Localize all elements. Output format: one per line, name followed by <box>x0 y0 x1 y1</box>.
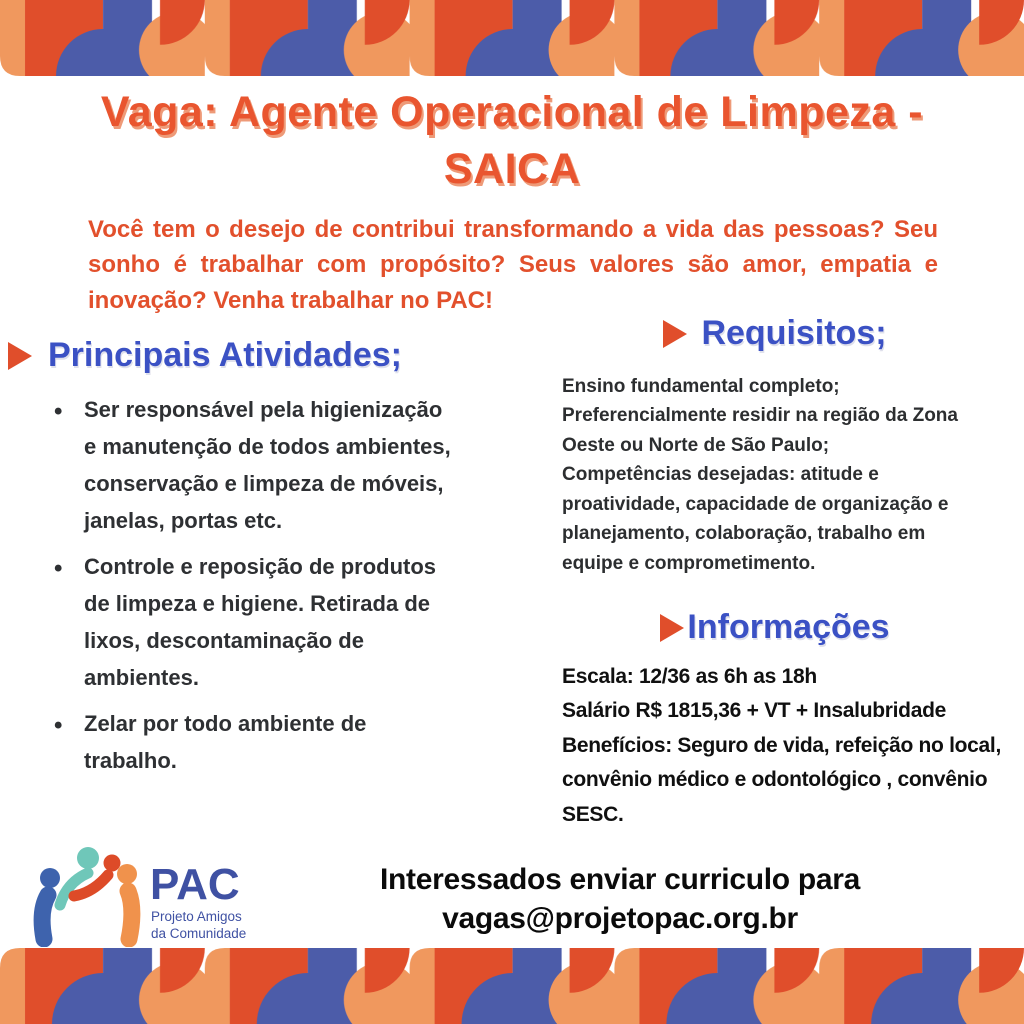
requirements-line: Ensino fundamental completo; <box>562 376 840 397</box>
list-item: • Ser responsável pela higienização e manutenção de todos ambientes, conservação e limpeza de móveis, janelas, portas etc. <box>52 392 452 540</box>
intro-paragraph: Você tem o desejo de contribui transformando a vida das pessoas? Seu sonho é trabalhar com propósito? Seus valores são amor, empatia e inovação? Venha trabalhar no PAC! <box>88 216 938 314</box>
section-heading-activities <box>8 336 402 375</box>
logo-figures <box>40 847 137 939</box>
logo-figure-orange-head <box>117 864 137 884</box>
contact-line-1: Interessados enviar curriculo para <box>379 863 860 896</box>
decorative-border-bottom <box>0 948 1024 1024</box>
triangle-bullet-icon <box>8 342 32 370</box>
information-body <box>562 660 1002 832</box>
list-item: • Zelar por todo ambiente de trabalho. <box>52 706 452 780</box>
logo-figure-blue-body <box>42 895 48 939</box>
list-item: • Controle e reposição de produtos de limpeza e higiene. Retirada de lixos, descontaminação de ambientes. <box>52 549 452 697</box>
activities-heading-label: Principais Atividades; <box>48 336 402 374</box>
page-title <box>20 84 1004 198</box>
section-heading-requirements <box>540 314 1010 353</box>
requirements-body <box>562 372 990 578</box>
logo-figure-blue-head <box>40 868 60 888</box>
information-line: Benefícios: Seguro de vida, refeição no local, convênio médico e odontológico , convênio SESC. <box>562 733 1001 826</box>
title-line-2: SAICA <box>443 144 581 193</box>
information-line: Escala: 12/36 as 6h as 18h <box>562 665 817 688</box>
requirements-line: Competências desejadas: atitude e proatividade, capacidade de organização e planejamento, colaboração, trabalho em equipe e comprometimento. <box>562 464 949 574</box>
requirements-line: Preferencialmente residir na região da Zona Oeste ou Norte de São Paulo; <box>562 405 958 456</box>
logo-subtitle-line-1: Projeto Amigos <box>151 909 242 924</box>
contact-email: vagas@projetopac.org.br <box>442 902 798 935</box>
logo-figure-teal-head <box>77 847 99 869</box>
information-line: Salário R$ 1815,36 + VT + Insalubridade <box>562 699 946 723</box>
activities-list <box>52 392 452 789</box>
contact-block <box>240 860 1000 938</box>
pac-logo <box>28 845 253 947</box>
information-heading-label: Informações <box>687 608 890 646</box>
logo-figure-orange-body <box>128 891 132 939</box>
logo-figure-red-head <box>104 855 121 872</box>
section-heading-information <box>540 608 1010 647</box>
triangle-bullet-icon <box>660 614 684 642</box>
decorative-border-top <box>0 0 1024 76</box>
logo-wordmark: PAC <box>150 860 240 909</box>
logo-subtitle-line-2: da Comunidade <box>151 926 247 941</box>
title-line-1: Vaga: Agente Operacional de Limpeza - <box>100 88 924 136</box>
triangle-bullet-icon <box>663 320 687 348</box>
requirements-heading-label: Requisitos; <box>701 314 887 352</box>
